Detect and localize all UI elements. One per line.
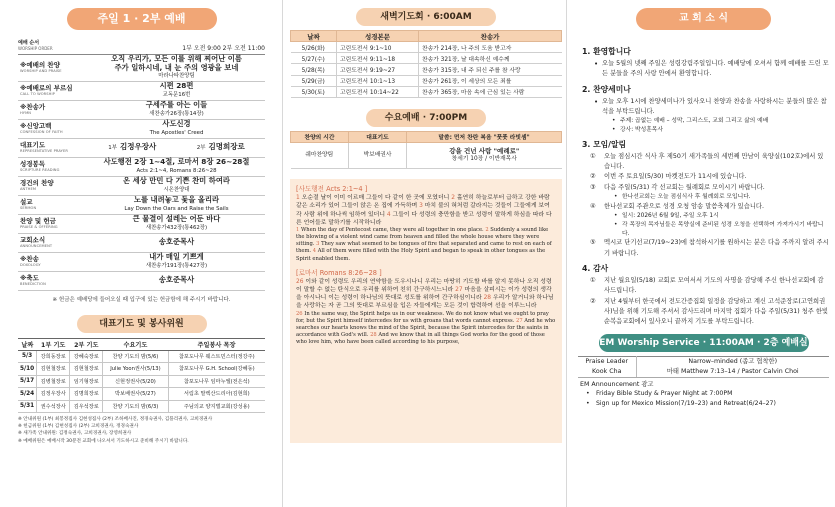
order-line: 구세주를 아는 이들 [145,100,208,109]
sub-item: • 강사: 박성훈목사 [612,126,829,135]
table-cell: 찬송가 214장, 나 주의 도움 받고자 [419,42,562,53]
service-times: 1부 오전 9:00 2부 오전 11:00 [182,45,265,52]
wednesday-banner: 수요예배 · 7:00PM [366,109,486,127]
sub-item: • 각 목장의 목자님들은 목양실에 준비된 성경 오청을 선택하여 가져가시기 바랍니다. [614,221,829,239]
table-cell: 5/30(토) [291,86,337,97]
order-label-ko: 교회소식 [20,236,46,244]
order-line: Lay Down the Oars and Raise the Sails [124,205,229,212]
item-text: 다음 주일(5/31) 각 선교회는 월례회로 모이시기 바랍니다. [604,183,765,191]
order-line: 마라나타찬양팀 [158,73,195,79]
wed-praise: 쉐마찬양팀 [291,142,349,168]
table-cell: 찬송가 261장, 이 세상의 모든 죄를 [419,75,562,86]
table-row [291,42,562,53]
sub-item: • 주제: 곱없는 예배 – 성막, 그리스도, 교회 그리고 삶의 예배 [612,117,829,126]
table-cell: 찬양 기도의 밤(6/3) [103,400,168,413]
column-header: 성경본문 [337,31,419,42]
dawn-banner: 새벽기도회 · 6:00AM [356,8,496,26]
item-text: 오늘 점심시간 식사 후 제50기 새가족들의 세번째 만남이 육양실(102호)에서 있습니다. [604,152,824,171]
item-number: ② [590,297,596,305]
table-row [18,375,265,388]
order-line: 주가 일하시네, 내 눈 주의 영광을 보네 [114,62,239,72]
column-header: 1부 기도 [37,338,70,350]
table-cell: 5/27(수) [291,53,337,64]
table-cell: 신현정권사(5/20) [103,375,168,388]
announcement-section [582,84,829,135]
list-item [590,202,829,239]
scripture-korean [296,194,556,227]
order-label-ko: ※찬송가 [20,103,46,111]
announcement-section [582,139,829,259]
order-content [88,238,265,247]
table-cell: Julie Yoon권사(5/13) [103,363,168,376]
order-label-ko: ※예배의 찬양 [20,61,60,70]
order-label-en: ANTHEM [20,187,37,191]
wed-sermon: 강을 건넌 사람 "예례로" 창세기 10장 / 이반재목사 [407,142,562,168]
verse-text: 마치 불의 혀처럼 갈라지는 것들이 그들에게 보여 각 사람 위에 하나씩 임하여 있더니 [296,203,550,218]
column-header: 수요기도 [103,338,168,350]
table-cell: 임기형장로 [70,375,103,388]
order-line: 오직 우리가, 모든 이를 위해 찌어난 이름 [111,54,242,63]
table-cell: 김정우장사 [37,388,70,401]
table-cell: 고린도전서 9:11~18 [337,53,419,64]
list-item [590,152,829,173]
note-line: ※ 안내위원 (1부) 최봉정집사 김현성집사 (2부) 조하배사진, 정경숙권사, 김플리권사, 고희경권사 [18,417,213,422]
order-label-ko: ※찬송 [20,255,39,263]
verse-text: And he who searches our hearts knows the mind of the Spirit, because the Spirit intercedes for the saints in accordance with God's will. [296,317,556,339]
order-row [18,253,265,272]
column-divider [566,0,567,507]
em-announcement-title: EM Announcement 광고 [578,377,829,389]
order-row [18,234,265,253]
verse-text: 마음을 살피시는 이가 성령의 생각을 아시나니 이는 성령이 하나님의 뜻대로 성도를 위하여 간구하심이니라 [296,286,552,302]
verse-number: 27 [455,286,463,293]
verse-number: 27 [516,317,523,324]
leaders-banner: 대표기도 및 봉사위원 [77,315,207,333]
prayer-leader [197,143,245,153]
order-label [18,274,88,287]
verse-number: 4 [312,248,317,255]
order-label [18,141,88,154]
table-cell: 5/3 [18,350,37,363]
order-content [88,253,265,270]
order-label-ko: 경건의 찬양 [20,179,54,187]
order-row [18,196,265,215]
order-label [18,255,88,268]
list-item [590,276,829,297]
table-cell: 김병철장로 [37,375,70,388]
table-cell: 5/24 [18,388,37,401]
order-line: 새찬송가26장(통14장) [149,110,204,117]
order-label-en: ANNOUNCEMENT [20,244,53,248]
table-cell: 고린도전서 9:19~27 [337,64,419,75]
order-row [18,139,265,158]
column-header: 대표기도 [349,131,407,142]
order-label-ko: ※예배로의 부르심 [20,84,73,92]
sub-items [604,212,829,238]
table-cell: 5/31 [18,400,37,413]
verse-text: In the same way, the Spirit helps us in our weakness. We do not know what we ought to pray for, but the Spirit himself intercedes for us with groans that words cannot express. [296,310,549,324]
order-label [18,179,88,192]
column-header: 찬송가 [419,31,562,42]
item-text: 이번 주 토요일(5/30) 마켓전도가 11시에 있습니다. [604,173,747,181]
order-line: 새찬송가191장(통427장) [145,262,208,269]
scripture-ref: [로마서 Romans 8:26~28 ] [296,268,382,277]
table-row [18,388,265,401]
section-items [582,152,829,259]
verse-number: 4 [386,211,391,218]
order-line: 교독문16번 [162,91,191,98]
announcements-list [578,46,829,328]
list-item [590,183,829,202]
item-number: ② [590,173,596,181]
wed-prayer: 박보배권사 [349,142,407,168]
order-list [18,55,265,291]
table-cell: 고린도전서 10:14~22 [337,86,419,97]
table-row [291,53,562,64]
section-title: 1. 환영합니다 [582,47,631,56]
table-cell: 찬송가 321장, 날 대속하신 예수께 [419,53,562,64]
sub-item: • 한나선교회는 오늘 점심식사 후 월례회로 모입니다. [614,193,829,202]
verse-text: All of them were filled with the Holy Spirit and began to speak in other tongues as the Spirit enabled them. [296,248,546,262]
prayer-name: 김명희장로 [208,141,245,151]
table-cell: 5/26(화) [291,42,337,53]
scripture-korean [296,278,556,311]
note-line: ※ 예배위원은 예배시작 30분전 교회에 나오셔서 기도하시고 준비해 주시기 바랍니다. [18,438,189,444]
order-label-ko: 설교 [20,198,33,206]
item-number: ① [590,152,596,160]
announcement-section [582,263,829,327]
verse-number: 1 [296,227,300,234]
table-cell: 찬송가 315장, 내 주 되신 주를 참 사랑 [419,64,562,75]
order-line: 새찬송가432장(통462장) [145,224,208,231]
em-banner: EM Worship Service · 11:00AM · 2층 예배실 [599,334,809,352]
table-cell: 찬송가 365장, 마음 속에 근심 있는 사람 [419,86,562,97]
order-label-en: HYMN [20,111,32,115]
table-cell: 강희동장로 [37,350,70,363]
table-cell: 참포도나무 임마누엘(전은석) [168,375,265,388]
note-line: ※ 헌금위원 (1부) 김현성집사 (2부) 고희경권사, 정경숙권사 [18,424,139,430]
section-items [582,59,829,80]
scripture-english [296,311,556,346]
prayer-column [290,0,562,507]
order-label-en: SERMON [20,206,37,210]
order-content [88,120,265,137]
order-content [88,276,265,285]
note-line: ※ 새가족 안내위원: 김정숙권사, 고희경권사, 장영희권사 [18,431,132,437]
item-text: 지난 월요일(5/18) 교회로 모여서서 기도의 사명을 감당해 주신 한나선교회에 감사드립니다. [604,277,824,295]
order-content [88,177,265,194]
order-label [18,103,88,116]
order-title: 예배 순서 [18,40,40,46]
em-announcement-list [578,389,829,409]
wednesday-table [290,131,562,169]
table-cell: 5/28(목) [291,64,337,75]
order-label [18,61,88,74]
order-label-en: SCRIPTURE READING [20,168,60,172]
verse-number: 26 [296,278,304,285]
item-text: 오늘 오후 1시에 찬양세미나가 있사오니 찬양과 찬송을 사랑하시는 분들의 많은 참석을 부탁드립니다. [602,97,827,115]
column-header: 날짜 [291,31,337,42]
table-row [18,363,265,376]
list-item: • Sign up for Mexico Mission(7/19–23) and Retreat(6/24–27) [578,399,829,409]
list-item [594,97,829,135]
item-text: 멕시코 단기선교(7/19~23)에 참석하시기를 원하시는 분은 다음 주까지 알려 주시기 바랍니다. [604,239,829,257]
order-label [18,84,88,97]
order-content [88,196,265,213]
service-number: 2부 [196,144,206,151]
scripture-box [290,179,562,443]
verse-number: 2 [485,227,489,234]
section-items [582,97,829,135]
order-label-en: BENEDICTION [20,282,46,286]
table-cell: 5/17 [18,375,37,388]
announcements-column [572,0,835,507]
order-row [18,215,265,234]
order-content [88,101,265,118]
column-divider [282,0,283,507]
service-number: 1부 [108,144,118,151]
order-label-ko: 찬양 및 헌금 [20,217,56,225]
order-line: 사도신경 [162,119,191,128]
verse-number: 28 [370,332,377,339]
order-label [18,160,88,173]
service-order-column [0,0,275,507]
table-cell: 찬양 기도의 밤(5/6) [103,350,168,363]
section-title: 2. 찬양세미나 [582,84,631,94]
verse-text: And we know that in all things God works for the good of those who love him, who have been called according to his purpose, [296,332,545,346]
column-header: 2부 기도 [70,338,103,350]
order-line: 시편 28편 [159,81,194,90]
leaders-table [18,338,265,414]
volunteer-notes [18,416,265,445]
verse-text: When the day of Pentecost came, they were all together in one place. [300,227,486,234]
item-number: ③ [590,183,596,191]
order-line: 송호준목사 [158,275,195,285]
service-banner: 주일 1 · 2부 예배 [67,8,217,30]
table-cell: 박보배권사(5/27) [103,388,168,401]
order-line: Acts 2:1~4, Romans 8:26~28 [136,167,217,174]
column-header: 말씀: 먼저 찬란 복음 "풋풋 라빗셈" [407,131,562,142]
verse-text: 우리가 알거니와 하나님을 사랑하는 자 곧 그의 뜻대로 부르심을 입은 자들에게는 모든 것이 합력하여 선을 이루느니라 [296,295,554,310]
order-row [18,55,265,82]
item-number: ⑤ [590,239,596,247]
verse-text: 그들이 다 성령의 충만함을 받고 성령이 말하게 하심을 따라 다른 언어들로 말하기를 시작하니라 [296,211,552,226]
section-title: 4. 감사 [582,264,609,274]
order-content [88,158,265,175]
order-title-en: WORSHIP ORDER [18,46,53,51]
table-row [291,64,562,75]
order-label-en: REPRESENTATIVE PRAYER [20,149,68,153]
prayer-leader [108,143,156,153]
order-label-en: PRAISE & OFFERING [20,225,58,229]
item-text: 오늘 5월의 넷째 주일은 성령강림주일입니다. 예배당에 오셔서 함께 예배를 드린 모든 분들을 주의 사랑 안에서 환영합니다. [602,60,829,78]
order-row [18,158,265,177]
order-line: The Apostles' Creed [149,129,204,136]
order-content [88,143,265,153]
table-cell: 김현철장로 [70,363,103,376]
scripture-english [296,227,556,262]
table-row [291,86,562,97]
table-row: Kook Cha 마태 Matthew 7:13–14 / Pastor Calvin Choi [578,367,829,377]
announcement-section [582,46,829,80]
announcements-banner: 교 회 소 식 [636,8,771,30]
order-label [18,122,88,135]
verse-text: 오순절 날이 이미 이르매 그들이 다 같이 한 곳에 모였더니 [301,194,452,201]
order-label-ko: 성경봉독 [20,160,46,168]
order-row [18,120,265,139]
table-header-row [18,338,265,350]
order-line: 온 세상 만민 다 기쁜 찬미 하여라 [123,176,230,185]
order-label-en: CALL TO WORSHIP [20,92,55,96]
order-label [18,217,88,230]
section-items [582,276,829,327]
item-number: ④ [590,202,596,210]
item-text: 지난 4월부터 한국에서 전도간증집회 일정을 감당하고 계신 고석준장로(고연희권사)님을 위해 기도해 주셔서 감사드리며 마지막 집회가 다음 주일(5/31) 청주 한빛순복음교회에서 있사오니 끝까지 기도를 부탁드립니다. [604,297,829,326]
order-header [18,40,265,55]
order-label-ko: ※축도 [20,274,39,282]
table-row [291,142,562,168]
order-label [18,236,88,249]
list-item [590,172,829,182]
table-cell: 고린도전서 9:1~10 [337,42,419,53]
column-header: 찬양의 시간 [291,131,349,142]
table-cell: 김현철장로 [37,363,70,376]
verse-number: 3 [316,241,320,248]
table-header-row [291,31,562,42]
order-line: 내가 매일 기쁘게 [149,252,204,261]
verse-text: They saw what seemed to be tongues of fire that separated and came to rest on each of them. [296,241,552,255]
order-content [88,215,265,232]
verse-number: 2 [451,194,455,201]
order-line: 시온찬양대 [163,186,190,193]
verse-text: 이와 같이 성령도 우리의 연약함을 도우시나니 우리는 마땅히 기도할 바를 알지 못하나 오직 성령이 말할 수 없는 탄식으로 우리를 위하여 친히 간구하시느니라 [296,278,552,293]
order-content [88,55,265,81]
table-cell: 참포도나무 웨스트민스터(정강주) [168,350,265,363]
order-content [88,82,265,99]
order-row [18,272,265,291]
table-row [291,75,562,86]
list-item [590,238,829,259]
order-label [18,198,88,211]
order-row [18,177,265,196]
em-table [578,356,829,377]
table-cell: 서림초 말렉산드리아(김현희) [168,388,265,401]
order-row [18,101,265,120]
sub-items [602,117,829,135]
table-cell: 5/10 [18,363,37,376]
order-label-ko: 대표기도 [20,141,46,149]
order-line: 사도행전 2장 1~4절, 로마서 8장 26~28절 [103,157,250,166]
column-header: 날짜 [18,338,37,350]
scripture-ref: [사도행전 Acts 2:1~4 ] [296,184,368,193]
table-cell: 강혜숙장로 [70,350,103,363]
table-cell: 김우석장로 [70,400,103,413]
item-text: 한나선교회 주관으로 성경 오청 암송 말씀축제가 있습니다. [604,202,764,210]
prayer-name: 김정우장사 [120,141,157,151]
table-cell: 권수석장사 [37,400,70,413]
order-label-en: WORSHIP AND PRAISE [20,69,62,74]
order-line: 송호준목사 [158,237,195,247]
order-label-en: DOXOLOGY [20,263,41,267]
order-label-en: CONFESSION OF FAITH [20,130,63,134]
order-row [18,82,265,101]
list-item [594,59,829,80]
verse-number: 1 [296,194,300,201]
order-line: 큰 물결이 설레는 어둔 바다 [132,214,221,223]
verse-number: 26 [296,310,303,317]
verse-number: 3 [419,203,423,210]
table-row: Praise Leader Narrow–minded (좁고 협착한) [578,356,829,367]
table-row [18,350,265,363]
sub-item: • 일시: 2026년 6월 9일, 주일 오후 1시 [614,212,829,221]
column-header: 주일봉사 목장 [168,338,265,350]
table-header-row [291,131,562,142]
table-cell: 주님의교 양지벌교회(강성용) [168,400,265,413]
item-number: ① [590,277,596,285]
order-line: 노를 내려놓고 돛을 올리라 [133,195,220,204]
list-item [590,297,829,328]
dawn-prayer-table [290,30,562,98]
table-cell: 고린도전서 10:1~13 [337,75,419,86]
verse-text: Suddenly a sound like the blowing of a violent wind came from heaven and filled the whole house where they were sitting. [296,227,549,248]
table-cell: 김명희장로 [70,388,103,401]
table-row [18,400,265,413]
order-label-ko: ※신앙고백 [20,122,52,130]
verse-text: 홀연히 하늘로부터 급하고 강한 바람 같은 소리가 있어 그들이 앉은 온 집에 가득하며 [296,194,550,210]
table-cell: 5/29(금) [291,75,337,86]
verse-number: 28 [483,295,492,302]
offering-note: ※ 헌금은 예배당에 들어오실 때 입구에 있는 헌금함에 해 주시기 바랍니다. [52,296,231,303]
section-title: 3. 모임/알림 [582,139,627,149]
list-item: • Friday Bible Study & Prayer Night at 7:00PM [578,389,829,399]
sub-items [604,193,829,202]
table-cell: 참포도나무 G.H. School(강혜동) [168,363,265,376]
